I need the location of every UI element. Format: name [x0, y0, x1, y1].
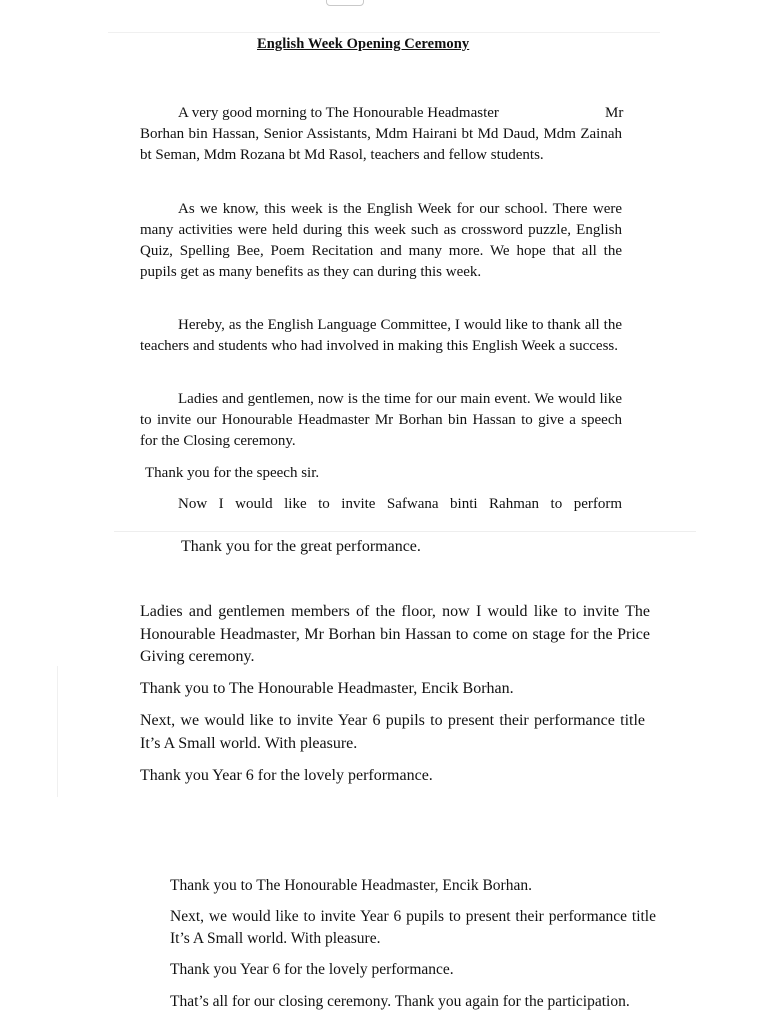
thank-you-headmaster-2: Thank you to The Honourable Headmaster, Encik Borhan. [170, 877, 532, 894]
thank-you-performance: Thank you for the great performance. [181, 538, 421, 555]
scan-segment-2 [0, 532, 768, 592]
greeting-text-1: A very good morning to The Honourable Headmaster [178, 105, 499, 121]
thank-you-year6-2: Thank you Year 6 for the lovely performance. [170, 961, 454, 978]
thank-you-year6: Thank you Year 6 for the lovely performance. [140, 767, 433, 784]
paragraph-year6-invite-2: Next, we would like to invite Year 6 pupils to present their performance title It’s A Small world. With pleasure. [170, 908, 656, 947]
paragraph-year6-invite: Next, we would like to invite Year 6 pupils to present their performance title It’s A Small world. With pleasure. [140, 712, 645, 752]
paragraph-price-giving: Ladies and gentlemen members of the floor, now I would like to invite The Honourable Headmaster, Mr Borhan bin Hassan to come on stage for the Price Giving ceremony. [140, 603, 650, 665]
thank-you-headmaster: Thank you to The Honourable Headmaster, Encik Borhan. [140, 680, 514, 697]
paragraph-main-event: Ladies and gentlemen, now is the time for our main event. We would like to invite our Honourable Headmaster Mr Borhan bin Hassan to give a speech for the Closing ceremony. [140, 391, 622, 449]
scan-segment-4 [0, 864, 768, 1024]
closing-paragraph: That’s all for our closing ceremony. Thank you again for the participation. [170, 993, 630, 1010]
paragraph-english-week: As we know, this week is the English Week for our school. There were many activities were held during this week such as crossword puzzle, English Quiz, Spelling Bee, Poem Recitation and many more. We hope that all the pupils get as many benefits as they can during this week. [140, 201, 622, 280]
greeting-paragraph: Mr Borhan bin Hassan, Senior Assistants, Mdm Hairani bt Md Daud, Mdm Zainah bt Seman, Mdm Rozana bt Md Rasol, teachers and fellow students. [140, 105, 624, 163]
document-title: English Week Opening Ceremony [257, 36, 470, 52]
scan-segment-3 [0, 592, 768, 832]
invite-performer: Now I would like to invite Safwana binti Rahman to perform [178, 496, 622, 512]
paragraph-committee: Hereby, as the English Language Committee, I would like to thank all the teachers and students who had involved in making this English Week a success. [140, 317, 622, 354]
thank-you-speech: Thank you for the speech sir. [145, 465, 320, 481]
